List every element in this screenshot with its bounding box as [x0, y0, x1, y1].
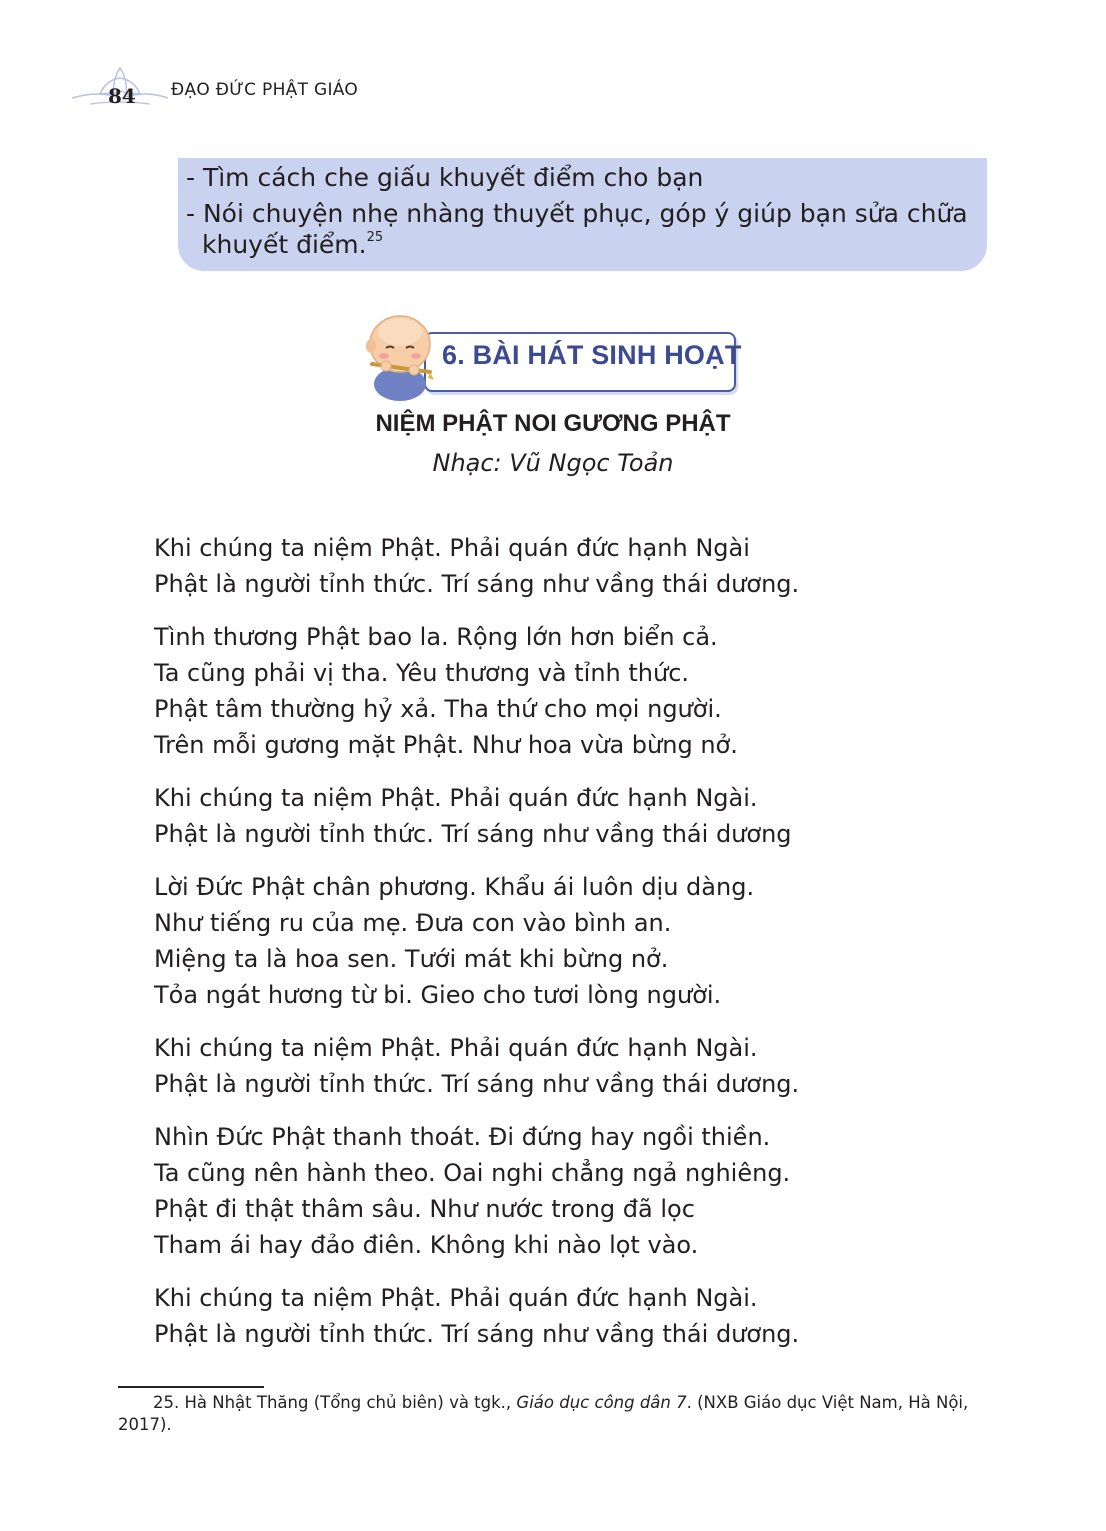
answer-line: - Nói chuyện nhẹ nhàng thuyết phục, góp ý giúp bạn sửa chữa: [186, 199, 968, 228]
song-author: Nhạc: Vũ Ngọc Toản: [432, 449, 674, 477]
answer-line: - Tìm cách che giấu khuyết điểm cho bạn: [186, 163, 704, 192]
song-lyrics: [154, 530, 1014, 1369]
verse-line: Phật đi thật thâm sâu. Như nước trong đã lọc: [154, 1195, 695, 1223]
stanza: [154, 780, 1014, 852]
footnote-divider: [118, 1386, 264, 1388]
footnote-book-title: Giáo dục công dân 7: [516, 1393, 687, 1412]
verse-line: Tình thương Phật bao la. Rộng lớn hơn biển cả.: [154, 623, 718, 651]
verse-line: Phật tâm thường hỷ xả. Tha thứ cho mọi người.: [154, 695, 722, 723]
page-number: 84: [108, 84, 136, 108]
verse-line: Như tiếng ru của mẹ. Đưa con vào bình an.: [154, 909, 672, 937]
verse-line: Trên mỗi gương mặt Phật. Như hoa vừa bừng nở.: [154, 731, 738, 759]
stanza: [154, 530, 1014, 602]
verse-line: Tham ái hay đảo điên. Không khi nào lọt vào.: [154, 1231, 699, 1259]
footnote-reference[interactable]: 25: [366, 230, 384, 245]
verse-line: Khi chúng ta niệm Phật. Phải quán đức hạnh Ngài.: [154, 784, 758, 812]
verse-line: Khi chúng ta niệm Phật. Phải quán đức hạnh Ngài.: [154, 1034, 758, 1062]
monk-flute-icon: [362, 308, 448, 403]
verse-line: Phật là người tỉnh thức. Trí sáng như vầng thái dương.: [154, 1320, 800, 1348]
section-heading: [362, 308, 742, 403]
answer-line: [202, 230, 383, 260]
answer-line-text: khuyết điểm.: [202, 230, 367, 259]
stanza: [154, 1030, 1014, 1102]
verse-line: Phật là người tỉnh thức. Trí sáng như vầng thái dương.: [154, 570, 800, 598]
stanza: [154, 619, 1014, 763]
verse-line: Khi chúng ta niệm Phật. Phải quán đức hạnh Ngài: [154, 534, 750, 562]
stanza: [154, 869, 1014, 1013]
footnote-line: 2017).: [118, 1415, 172, 1434]
answer-box: [178, 158, 987, 271]
verse-line: Ta cũng phải vị tha. Yêu thương và tỉnh thức.: [154, 659, 690, 687]
section-heading-text: 6. BÀI HÁT SINH HOẠT: [442, 340, 742, 370]
verse-line: Phật là người tỉnh thức. Trí sáng như vầng thái dương.: [154, 1070, 800, 1098]
footnote-text: . (NXB Giáo dục Việt Nam, Hà Nội,: [686, 1393, 969, 1412]
page-header: [70, 60, 490, 110]
stanza: [154, 1280, 1014, 1352]
verse-line: Ta cũng nên hành theo. Oai nghi chẳng ngả nghiêng.: [154, 1159, 791, 1187]
running-title: ĐẠO ĐỨC PHẬT GIÁO: [171, 80, 359, 100]
footnote: [118, 1392, 998, 1436]
stanza: [154, 1119, 1014, 1263]
footnote-text: 25. Hà Nhật Thăng (Tổng chủ biên) và tgk.,: [153, 1393, 517, 1412]
verse-line: Khi chúng ta niệm Phật. Phải quán đức hạnh Ngài.: [154, 1284, 758, 1312]
verse-line: Phật là người tỉnh thức. Trí sáng như vầng thái dương: [154, 820, 792, 848]
footnote-line: [118, 1392, 998, 1414]
verse-line: Miệng ta là hoa sen. Tưới mát khi bừng nở.: [154, 945, 669, 973]
song-title: NIỆM PHẬT NOI GƯƠNG PHẬT: [375, 410, 731, 437]
verse-line: Tỏa ngát hương từ bi. Gieo cho tươi lòng người.: [154, 981, 722, 1009]
verse-line: Lời Đức Phật chân phương. Khẩu ái luôn dịu dàng.: [154, 873, 755, 901]
verse-line: Nhìn Đức Phật thanh thoát. Đi đứng hay ngồi thiền.: [154, 1123, 771, 1151]
